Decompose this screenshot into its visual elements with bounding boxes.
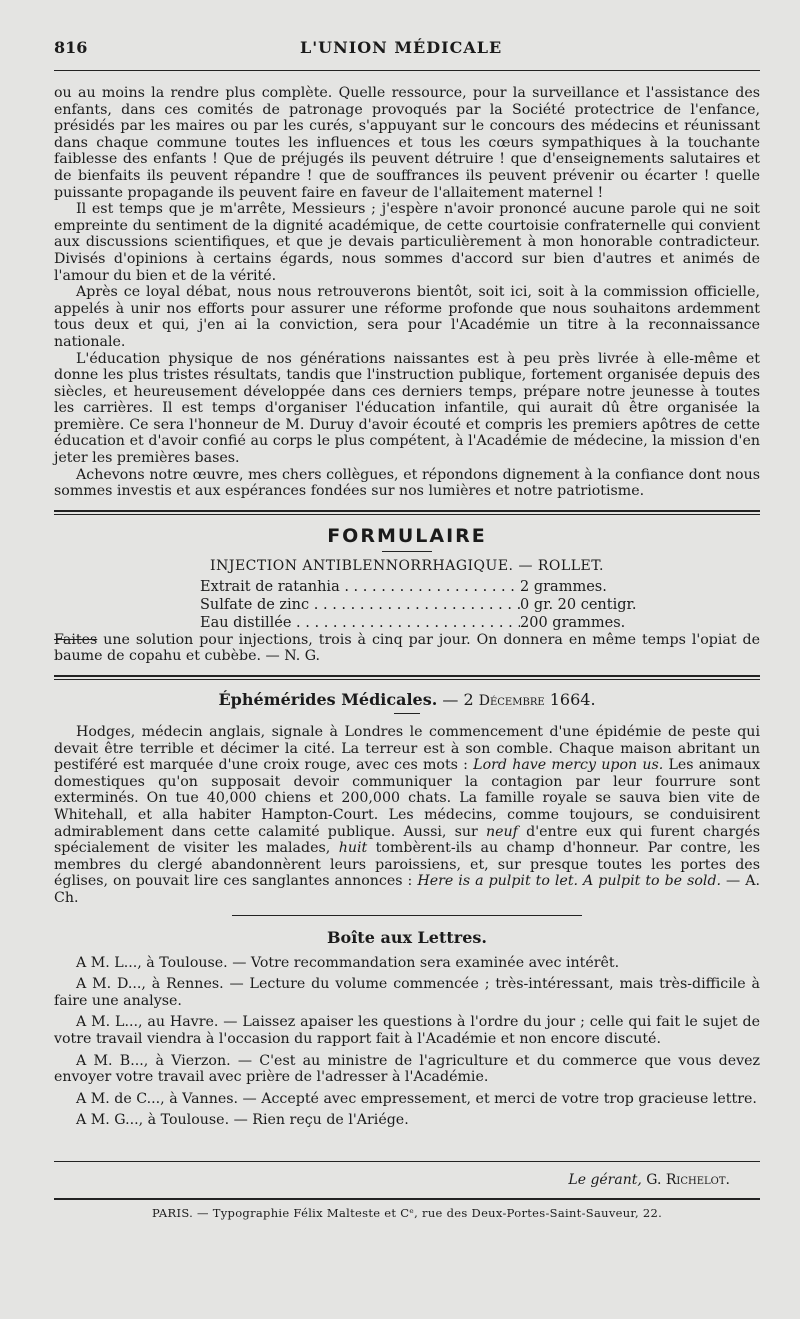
mailbox-heading: Boîte aux Lettres. (327, 927, 487, 947)
mailbox-letter: A M. G..., à Toulouse. — Rien reçu de l'Ariége. (76, 1112, 409, 1129)
footer-rule (54, 1198, 760, 1200)
ephemerides-year: 1664. (544, 690, 596, 710)
body-paragraph-5: Achevons notre œuvre, mes chers collègues, et répondons dignement à la confiance dont nous sommes investis et aux espérances fondées sur nos lumières et notre patriotisme. (54, 466, 760, 500)
formula-title: INJECTION ANTIBLENNORRHAGIQUE. — ROLLET. (210, 557, 604, 574)
struck-word: Faites (54, 631, 98, 648)
eph-italic-part: neuf (486, 823, 518, 840)
eph-italic-part: Here is a pulpit to let. A pulpit to be sold. (417, 873, 722, 890)
ingredient-dose: 200 grammes. (520, 614, 626, 631)
ephemerides-text (54, 724, 760, 907)
mailbox-letter: A M. de C..., à Vannes. — Accepté avec empressement, et merci de votre trop gracieuse lettre. (76, 1090, 757, 1107)
eph-text-part: Les animaux domestiques qu'on supposait devoir communiquer la contagion par leur fourrure sont exterminés. On tue 40,000 chiens et 200,000 chats. La famille royale se sauva bien vite de Whitehall, et alla habiter Hampton-Court. Les médecins, comme toujours, se conduisirent admirablement dans cette calamité publique. Aussi, sur (54, 757, 760, 840)
recipe-row (200, 578, 670, 596)
page-number: 816 (54, 38, 88, 57)
ephemerides-heading (54, 690, 760, 709)
printer-imprint: PARIS. — Typographie Félix Malteste et Cᵉ, rue des Deux-Portes-Saint-Sauveur, 22. (151, 1205, 663, 1220)
ephemerides-month: Décembre (478, 693, 545, 710)
running-title: L'UNION MÉDICALE (300, 38, 503, 57)
eph-text-part: d'entre eux qui furent chargés spécialement de visiter les malades, (54, 823, 761, 857)
section-divider-mailbox (232, 915, 582, 916)
mailbox-letter: A M. B..., à Vierzon. — C'est au ministre de l'agriculture et du commerce que vous devez envoyer votre travail avec prière de l'adresser à l'Académie. (54, 1052, 760, 1086)
signature (54, 1172, 730, 1188)
mailbox-letter: A M. L..., au Havre. — Laissez apaiser les questions à l'ordre du jour ; celle qui fait le sujet de votre travail viendra à l'occasion du rapport fait à l'Académie et non encore discuté. (54, 1014, 760, 1047)
header-rule (54, 70, 760, 71)
ingredient-dose: 2 grammes. (520, 578, 607, 595)
eph-text-part: — A. Ch. (54, 873, 760, 906)
formulaire-short-rule (382, 551, 432, 552)
section-divider-ephemerides (54, 675, 760, 680)
bottom-rule (54, 1161, 760, 1162)
ephemerides-dash: — 2 (437, 690, 479, 710)
running-head (54, 38, 760, 68)
ephemerides-title: Éphémérides Médicales. (218, 690, 438, 710)
body-paragraph-3: Après ce loyal débat, nous nous retrouverons bientôt, soit ici, soit à la commission officielle, appelés à unir nos efforts pour assurer une réforme profonde que nous souhaitons ardemment tous deux et qui, j'en ai la conviction, sera pour l'Académie un titre à la reconnaissance nationale. (54, 284, 760, 350)
eph-italic-part: huit (338, 840, 368, 857)
eph-italic-part: Lord have mercy upon us. (473, 757, 664, 774)
body-paragraph-4: L'éducation physique de nos générations naissantes est à peu près livrée à elle-même et donne les plus tristes résultats, tandis que l'instruction publique, fortement organisée depuis des siècles, et heureusement développée dans ces derniers temps, prépare notre jeunesse à toutes les carrières. Il est temps d'organiser l'éducation infantile, qui aurait dû être organisée la première. Ce sera l'honneur de M. Duruy d'avoir écouté et compris les premiers apôtres de cette éducation et d'avoir confié au corps le plus compétent, à l'Académie de médecine, la mission d'en jeter les premières bases. (54, 350, 760, 467)
ingredient-name: Extrait de ratanhia . . . (200, 578, 520, 596)
signature-name: G. Richelot. (641, 1171, 730, 1188)
ephemerides-short-rule (394, 713, 420, 714)
signature-label: Le gérant, (568, 1171, 642, 1188)
ingredient-name: Eau distillée . . . (200, 614, 520, 632)
formulaire-heading: FORMULAIRE (327, 524, 487, 547)
eph-text-part: tombèrent-ils au champ d'honneur. Par contre, les membres du clergé abandonnèrent leurs paroissiens, et, sur presque toutes les portes des églises, on pouvait lire ces sanglantes annonces : (54, 840, 760, 890)
mailbox-letter: A M. L..., à Toulouse. — Votre recommandation sera examinée avec intérêt. (76, 954, 620, 971)
body-paragraph-1: ou au moins la rendre plus complète. Quelle ressource, pour la surveillance et l'assistance des enfants, dans ces comités de patronage provoqués par la Société protectrice de l'enfance, présidés par les maires ou par les curés, s'appuyant sur le concours des médecins et réunissant dans chaque commune toutes les influences et tous les cœurs sympathiques à la touchante faiblesse des enfants ! Que de préjugés ils peuvent détruire ! que d'enseignements salutaires et de bienfaits ils peuvent répandre ! que de souffrances ils peuvent prévenir ou écarter ! quelle puissante propagande ils peuvent faire en faveur de l'allaitement maternel ! (54, 85, 760, 201)
body-paragraph-2: Il est temps que je m'arrête, Messieurs ; j'espère n'avoir prononcé aucune parole qui ne soit empreinte du sentiment de la dignité académique, de cette courtoisie confraternelle qui convient aux discussions scientifiques, et que je devais particulièrement à mon honorable contradicteur. Divisés d'opinions à certains égards, nous sommes d'accord sur bien d'autres et animés de l'amour du bien et de la vérité. (54, 201, 760, 284)
section-divider-formulaire (54, 510, 760, 515)
mailbox-letter: A M. D..., à Rennes. — Lecture du volume commencée ; très-intéressant, mais très-difficile à faire une analyse. (54, 976, 760, 1009)
recipe-row (200, 614, 670, 632)
recipe-row (200, 596, 670, 614)
ingredient-name: Sulfate de zinc . . . (200, 596, 520, 614)
formula-note (54, 632, 760, 665)
ingredient-dose: 0 gr. 20 centigr. (520, 596, 637, 613)
formula-note-text: une solution pour injections, trois à cinq par jour. On donnera en même temps l'opiat de baume de copahu et cubèbe. — N. G. (54, 631, 760, 665)
recipe-table (200, 578, 670, 632)
eph-text-part: Hodges, médecin anglais, signale à Londres le commencement d'une épidémie de peste qui devait être terrible et décimer la cité. La terreur est à son comble. Chaque maison abritant un pestiféré est marquée d'une croix rouge, avec ces mots : (54, 724, 760, 774)
